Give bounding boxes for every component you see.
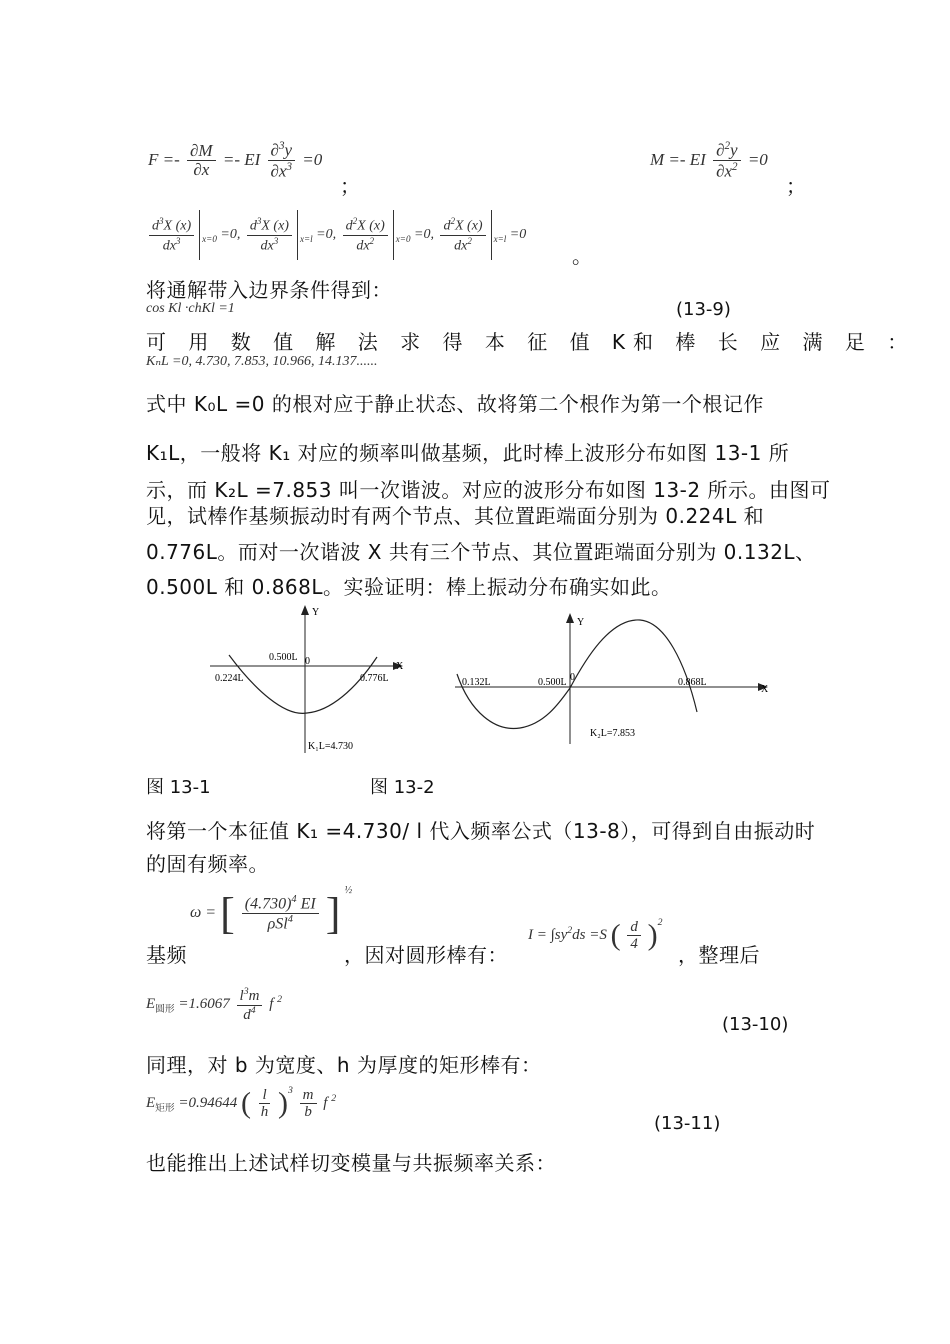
paragraph-6: 见，试棒作基频振动时有两个节点、其位置距端面分别为 0.224L 和 bbox=[146, 504, 765, 528]
boundary-conditions: $\frac{d^3X (x)}{dx^3}$ $_{x=0}$ =0, $\frac{d^3X (x)}{dx^3}$ $_{x=l}$ =0, $\frac{d^2X (x)}{dx^2}$ $_{x=0}$ =0, $\frac{d^2X (x)}{dx^2}$ $_{x=l}$ =0 bbox=[146, 210, 526, 260]
x-label: X bbox=[396, 661, 404, 672]
paragraph-3: 式中 K₀L =0 的根对应于静止状态、故将第二个根作为第一个根记作 bbox=[146, 392, 764, 416]
label-fundamental: 基频 bbox=[146, 943, 187, 967]
equation-m: M =- EI $\frac{\partial^2y}{\partial x^2}$ =0 bbox=[650, 140, 768, 181]
k1-label: K₁L=4.730 bbox=[308, 741, 353, 752]
figure-13-1 bbox=[205, 605, 410, 755]
boundary-end: 。 bbox=[572, 244, 592, 268]
right-node-label: 0.868L bbox=[678, 677, 707, 688]
k2-label: K₂L=7.853 bbox=[590, 728, 635, 739]
equation-13-11: $E_{矩形} =0.94644$ ( $\frac{l}{h}$ )$^3$ $\frac{m}{b}$ f $^2$ bbox=[146, 1085, 337, 1121]
fundamental-wave bbox=[229, 655, 377, 713]
equation-13-9: cos Kl ·chKl =1 bbox=[146, 301, 235, 316]
y-label: Y bbox=[577, 617, 585, 628]
equation-number-13-11: (13-11) bbox=[654, 1113, 721, 1134]
equation-f: F =- $\frac{\partial M}{\partial x}$ =- EI $\frac{\partial^3y}{\partial x^3}$ =0 bbox=[148, 140, 323, 181]
paragraph-5: 示，而 K₂L =7.853 叫一次谐波。对应的波形分布如图 13-2 所示。由图可 bbox=[146, 478, 831, 502]
paragraph-9: 将第一个本征值 K₁ =4.730/ l 代入频率公式（13-8），可得到自由振动时 bbox=[146, 819, 816, 843]
paragraph-4: K₁L，一般将 K₁ 对应的频率叫做基频，此时棒上波形分布如图 13-1 所 bbox=[146, 441, 790, 465]
paragraph-8: 0.500L 和 0.868L。实验证明：棒上振动分布确实如此。 bbox=[146, 575, 672, 599]
x-label: X bbox=[761, 684, 769, 695]
left-node-label: 0.224L bbox=[215, 673, 244, 684]
left-node-label: 0.132L bbox=[462, 677, 491, 688]
y-axis-arrow bbox=[566, 613, 574, 623]
origin-label: 0 bbox=[305, 656, 310, 667]
mid-node-label: 0.500L bbox=[269, 652, 298, 663]
y-label: Y bbox=[312, 607, 320, 618]
equation-roots: KₙL =0, 4.730, 7.853, 10.966, 14.137...... bbox=[146, 354, 378, 369]
right-node-label: 0.776L bbox=[360, 673, 389, 684]
caption-13-2: 图 13-2 bbox=[370, 777, 435, 798]
paragraph-10: 的固有频率。 bbox=[146, 852, 269, 876]
caption-13-1: 图 13-1 bbox=[146, 777, 211, 798]
equation-13-10: $E_{圆形} =1.6067$ $\frac{l^3m}{d^4}$ f $^2$ bbox=[146, 986, 282, 1023]
paragraph-7: 0.776L。而对一次谐波 X 共有三个节点、其位置距端面分别为 0.132L、 bbox=[146, 540, 816, 564]
harmonic-wave bbox=[457, 620, 697, 729]
mid-node-label: 0.500L bbox=[538, 677, 567, 688]
paragraph-12: 同理，对 b 为宽度、h 为厚度的矩形棒有： bbox=[146, 1053, 542, 1077]
paragraph-1: 将通解带入边界条件得到： bbox=[146, 278, 392, 302]
equation-number-13-10: (13-10) bbox=[722, 1014, 789, 1035]
equation-inertia: $I = \int sy^2ds =S$ ( $\frac{d}{4}$ )$^2$ bbox=[528, 917, 663, 953]
semicolon-2: ； bbox=[786, 174, 806, 198]
paragraph-13: 也能推出上述试样切变模量与共振频率关系： bbox=[146, 1151, 556, 1175]
equation-number-13-9: (13-9) bbox=[676, 299, 731, 320]
figure-13-2 bbox=[445, 612, 775, 747]
origin-label: 0 bbox=[570, 672, 575, 683]
paragraph-2: 可 用 数 值 解 法 求 得 本 征 值 K和 棒 长 应 满 足 ： bbox=[146, 330, 916, 354]
equation-omega: ω = [ $\frac{(4.730)^4 EI}{\rho Sl^4}$ ] $^{\frac{1}{2}}$ bbox=[190, 885, 353, 938]
paragraph-11c: ，整理后 bbox=[678, 943, 760, 967]
y-axis-arrow bbox=[301, 605, 309, 615]
paragraph-11b: ，因对圆形棒有： bbox=[344, 943, 508, 967]
semicolon-1: ； bbox=[340, 174, 360, 198]
